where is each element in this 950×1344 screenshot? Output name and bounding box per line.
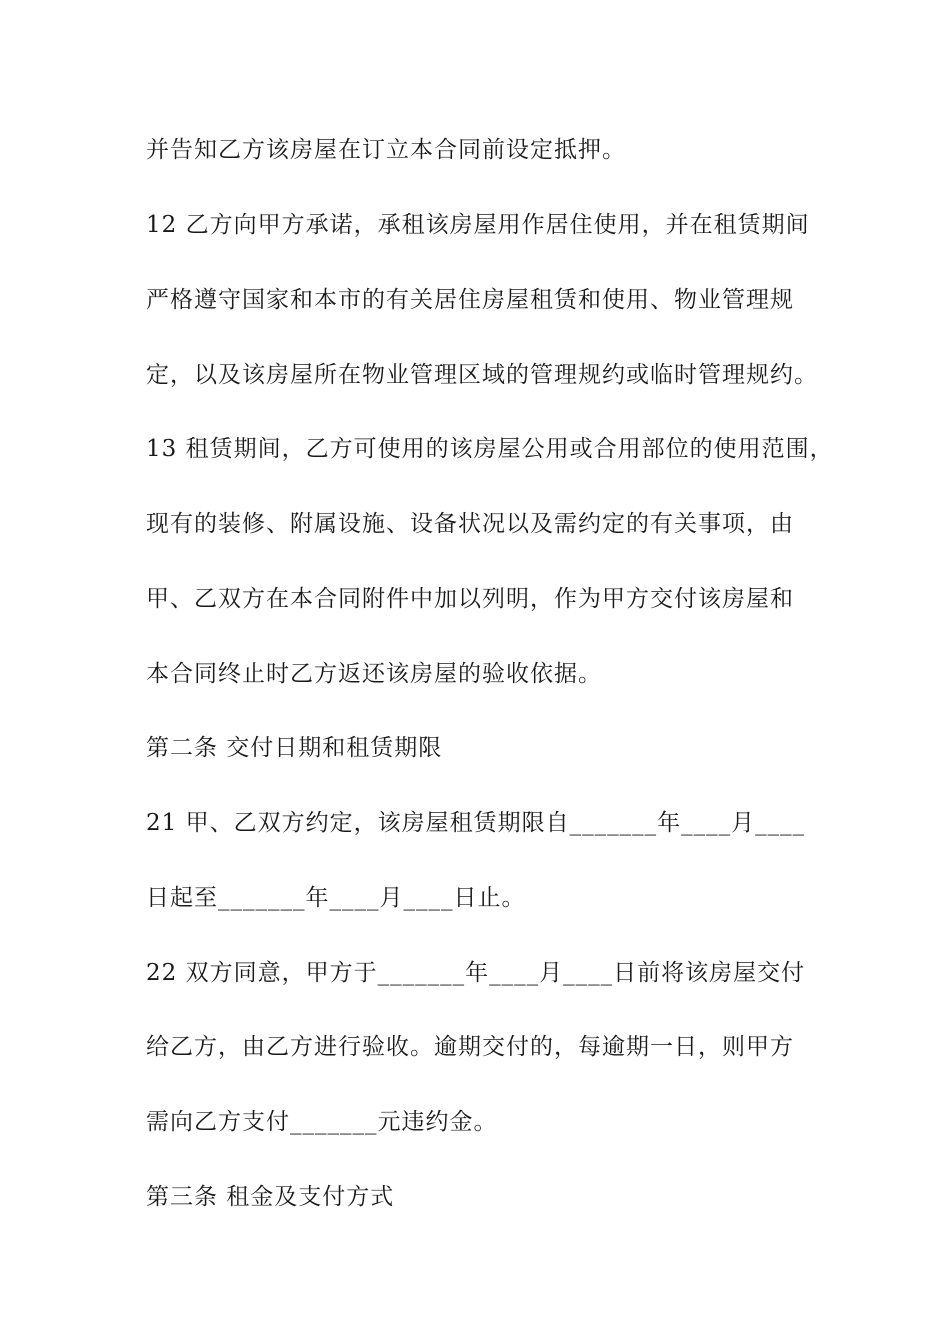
paragraph-line: 日起至_______年____月____日止。 [146,885,526,911]
paragraph-line: 定，以及该房屋所在物业管理区域的管理规约或临时管理规约。 [146,362,818,388]
paragraph-line: 甲、乙双方在本合同附件中加以列明，作为甲方交付该房屋和 [146,586,794,612]
clause-1-2-line: 12 乙方向甲方承诺，承租该房屋用作居住使用，并在租赁期间 [146,212,810,238]
paragraph-line: 给乙方，由乙方进行验收。逾期交付的，每逾期一日，则甲方 [146,1034,794,1060]
clause-2-1-line: 21 甲、乙双方约定，该房屋租赁期限自_______年____月____ [146,810,806,836]
article-2-heading: 第二条 交付日期和租赁期限 [146,735,443,761]
article-3-heading: 第三条 租金及支付方式 [146,1184,395,1210]
paragraph-line: 并告知乙方该房屋在订立本合同前设定抵押。 [146,137,626,163]
paragraph-line: 严格遵守国家和本市的有关居住房屋租赁和使用、物业管理规 [146,287,794,313]
clause-2-2-line: 22 双方同意，甲方于_______年____月____日前将该房屋交付 [146,960,806,986]
paragraph-line: 现有的装修、附属设施、设备状况以及需约定的有关事项，由 [146,511,794,537]
clause-1-3-line: 13 租赁期间，乙方可使用的该房屋公用或合用部位的使用范围， [146,436,834,462]
paragraph-line: 本合同终止时乙方返还该房屋的验收依据。 [146,661,602,687]
paragraph-line: 需向乙方支付_______元违约金。 [146,1109,498,1135]
